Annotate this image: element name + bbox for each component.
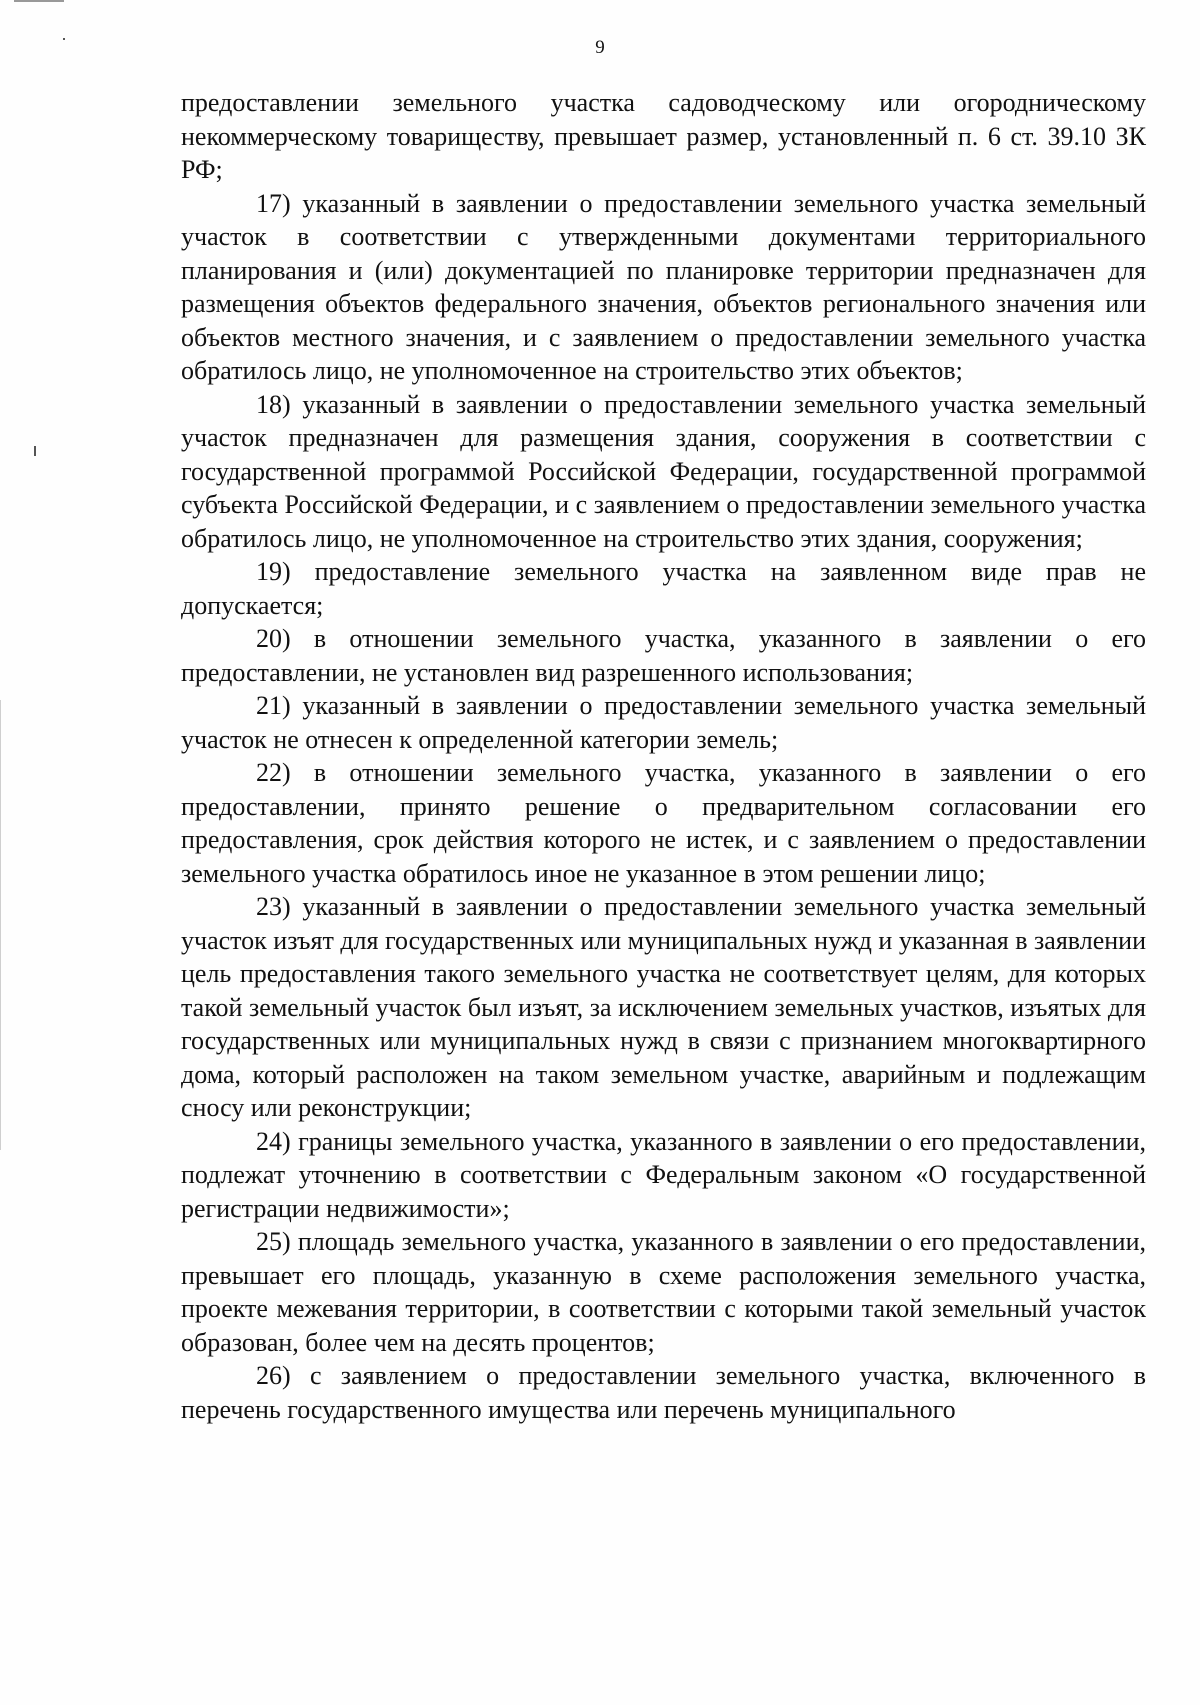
paragraph-continuation: предоставлении земельного участка садоводческому или огородническому некоммерческому товариществу, превышает размер, установленный п. 6 ст. 39.10 ЗК РФ; [181,88,1146,184]
scan-mark [14,0,64,2]
scan-mark [0,700,1,1150]
paragraph-item-23: 23) указанный в заявлении о предоставлении земельного участка земельный участок изъят для государственных или муниципальных нужд и указанная в заявлении цель предоставления такого земельного участка не соответствует целям, для которых такой земельный участок был изъят, за исключением земельных участков, изъятых для государственных или муниципальных нужд в связи с признанием многоквартирного дома, который расположен на таком земельном участке, аварийным и подлежащим сносу или реконструкции; [181,892,1146,1122]
paragraph-item-18: 18) указанный в заявлении о предоставлении земельного участка земельный участок предназначен для размещения здания, сооружения в соответствии с государственной программой Российской Федерации, государственной программой субъекта Российской Федерации, и с заявлением о предоставлении земельного участка обратилось лицо, не уполномоченное на строительство этих здания, сооружения; [181,389,1146,553]
document-body [181,86,1146,1426]
paragraph-item-19: 19) предоставление земельного участка на заявленном виде прав не допускается; [181,557,1146,620]
paragraph-item-25: 25) площадь земельного участка, указанного в заявлении о его предоставлении, превышает его площадь, указанную в схеме расположения земельного участка, проекте межевания территории, в соответствии с которыми такой земельный участок образован, более чем на десять процентов; [181,1227,1146,1357]
paragraph-item-21: 21) указанный в заявлении о предоставлении земельного участка земельный участок не отнесен к определенной категории земель; [181,691,1146,754]
page-number: 9 [595,37,605,58]
paragraph-item-22: 22) в отношении земельного участка, указанного в заявлении о его предоставлении, принято решение о предварительном согласовании его предоставления, срок действия которого не истек, и с заявлением о предоставлении земельного участка обратилось иное не указанное в этом решении лицо; [181,758,1146,888]
paragraph-item-24: 24) границы земельного участка, указанного в заявлении о его предоставлении, подлежат уточнению в соответствии с Федеральным законом «О государственной регистрации недвижимости»; [181,1126,1146,1223]
paragraph-item-26: 26) с заявлением о предоставлении земельного участка, включенного в перечень государственного имущества или перечень муниципального [181,1361,1146,1424]
paragraph-item-20: 20) в отношении земельного участка, указанного в заявлении о его предоставлении, не установлен вид разрешенного использования; [181,624,1146,687]
scan-mark [34,446,36,456]
paragraph-item-17: 17) указанный в заявлении о предоставлении земельного участка земельный участок в соответствии с утвержденными документами территориального планирования и (или) документацией по планировке территории предназначен для размещения объектов федерального значения, объектов регионального значения или объектов местного значения, и с заявлением о предоставлении земельного участка обратилось лицо, не уполномоченное на строительство этих объектов; [181,188,1146,385]
